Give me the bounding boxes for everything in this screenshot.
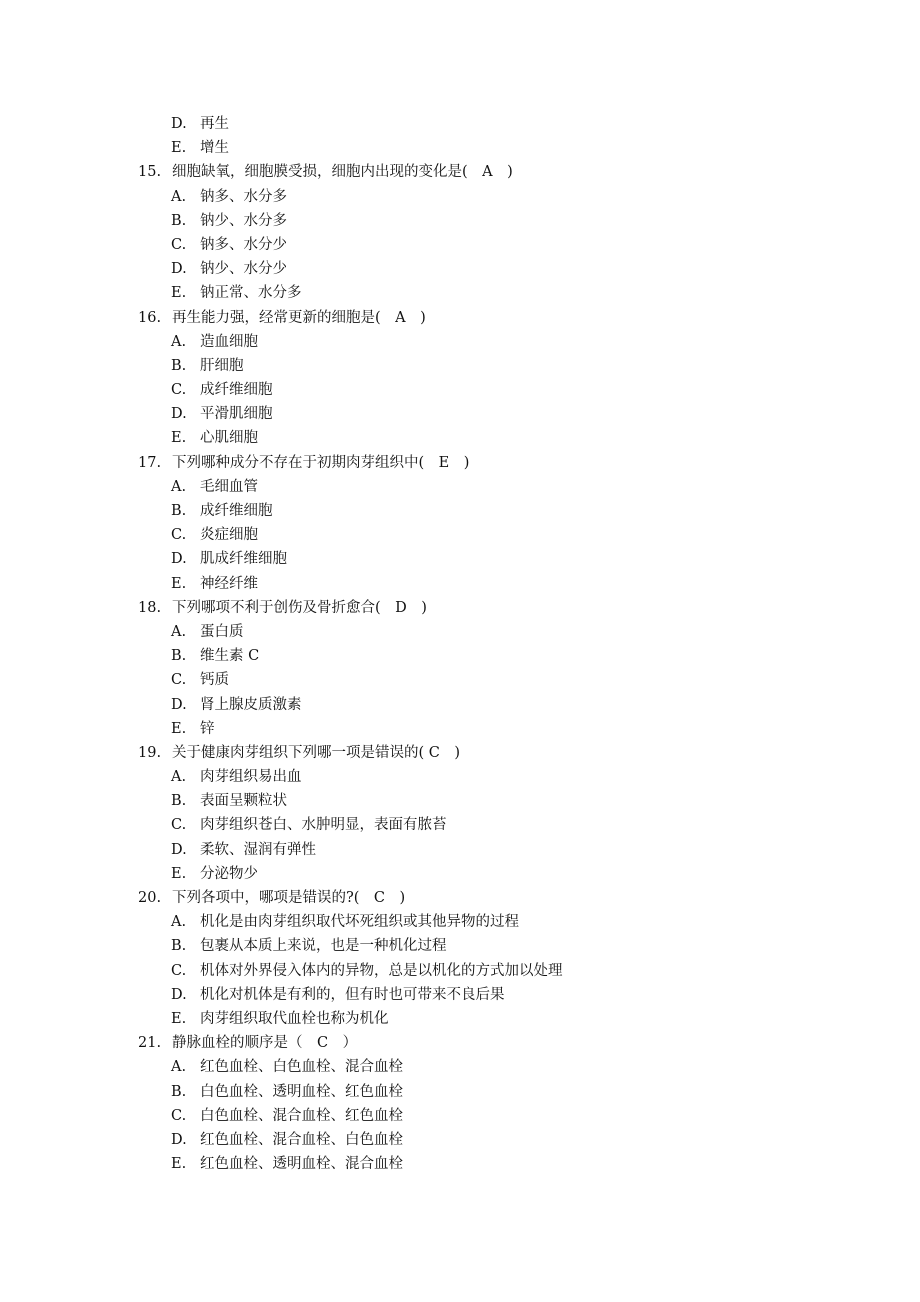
- option-line: [0, 499, 920, 523]
- option-letter: B.: [171, 648, 187, 665]
- question-text: 静脉血栓的顺序是（ C ）: [172, 1035, 358, 1052]
- question-line: [0, 886, 920, 910]
- option-line: [0, 547, 920, 571]
- option-line: [0, 1080, 920, 1104]
- option-line: [0, 983, 920, 1007]
- option-letter: C.: [171, 382, 187, 399]
- option-letter: D.: [171, 551, 187, 568]
- option-line: [0, 354, 920, 378]
- option-letter: D.: [171, 986, 187, 1003]
- option-line: [0, 668, 920, 692]
- option-letter: D.: [171, 261, 187, 278]
- option-letter: C.: [171, 236, 187, 253]
- option-line: [0, 862, 920, 886]
- option-letter: A.: [171, 769, 187, 786]
- option-letter: D.: [171, 116, 187, 132]
- option-letter: B.: [171, 357, 187, 374]
- option-letter: C.: [171, 527, 187, 544]
- option-text: 红色血栓、透明血栓、混合血栓: [200, 1156, 403, 1173]
- question-text: 关于健康肉芽组织下列哪一项是错误的( C ): [172, 744, 461, 761]
- option-letter: C.: [171, 1107, 187, 1124]
- option-text: 红色血栓、混合血栓、白色血栓: [200, 1131, 403, 1148]
- option-line: [0, 717, 920, 741]
- option-text: 肾上腺皮质激素: [200, 696, 302, 713]
- option-letter: E.: [171, 140, 187, 157]
- option-letter: E.: [171, 430, 187, 447]
- option-text: 成纤维细胞: [200, 503, 273, 519]
- question-line: [0, 596, 920, 620]
- option-text: 白色血栓、混合血栓、红色血栓: [200, 1107, 403, 1124]
- option-text: 维生素 C: [200, 648, 260, 665]
- option-text: 炎症细胞: [200, 527, 258, 544]
- question-line: [0, 160, 920, 184]
- option-line: [0, 112, 920, 136]
- option-line: [0, 402, 920, 426]
- question-line: [0, 306, 920, 330]
- option-line: [0, 1007, 920, 1031]
- option-text: 再生: [200, 116, 229, 132]
- option-letter: E.: [171, 865, 187, 882]
- question-number: 17.: [138, 454, 162, 471]
- option-line: [0, 620, 920, 644]
- option-text: 机化对机体是有利的，但有时也可带来不良后果: [200, 986, 505, 1003]
- option-letter: A.: [171, 188, 187, 205]
- option-letter: E.: [171, 1010, 187, 1027]
- option-line: [0, 185, 920, 209]
- question-text: 再生能力强，经常更新的细胞是( A ): [172, 309, 426, 326]
- question-line: [0, 741, 920, 765]
- option-text: 包裹从本质上来说，也是一种机化过程: [200, 938, 447, 955]
- option-text: 神经纤维: [200, 575, 258, 592]
- question-number: 20.: [138, 890, 162, 906]
- option-letter: E.: [171, 720, 187, 737]
- option-text: 钠少、水分多: [200, 212, 287, 229]
- option-text: 毛细血管: [200, 478, 258, 495]
- option-letter: C.: [171, 962, 187, 979]
- option-line: [0, 838, 920, 862]
- option-line: [0, 765, 920, 789]
- option-letter: D.: [171, 1131, 187, 1148]
- option-line: [0, 1152, 920, 1176]
- option-line: [0, 1128, 920, 1152]
- option-line: [0, 1055, 920, 1079]
- option-text: 平滑肌细胞: [200, 406, 273, 423]
- option-text: 增生: [200, 140, 229, 157]
- option-letter: E.: [171, 285, 187, 302]
- option-letter: B.: [171, 212, 187, 229]
- option-line: [0, 789, 920, 813]
- option-letter: A.: [171, 1059, 187, 1076]
- option-text: 表面呈颗粒状: [200, 793, 287, 810]
- option-line: [0, 813, 920, 837]
- option-line: [0, 330, 920, 354]
- option-text: 钠少、水分少: [200, 261, 287, 278]
- option-letter: E.: [171, 575, 187, 592]
- option-letter: C.: [171, 672, 187, 689]
- option-text: 柔软、湿润有弹性: [200, 841, 316, 858]
- option-text: 白色血栓、透明血栓、红色血栓: [200, 1083, 403, 1100]
- question-text: 细胞缺氧，细胞膜受损，细胞内出现的变化是( A ): [172, 164, 513, 181]
- option-line: [0, 1104, 920, 1128]
- question-line: [0, 1031, 920, 1055]
- option-line: [0, 572, 920, 596]
- option-letter: B.: [171, 1083, 187, 1100]
- option-letter: D.: [171, 696, 187, 713]
- option-text: 肉芽组织苍白、水肿明显，表面有脓苔: [200, 817, 447, 834]
- option-line: [0, 233, 920, 257]
- option-letter: A.: [171, 333, 187, 350]
- option-letter: A.: [171, 478, 187, 495]
- option-line: [0, 257, 920, 281]
- option-text: 机化是由肉芽组织取代坏死组织或其他异物的过程: [200, 914, 519, 931]
- question-number: 21.: [138, 1035, 162, 1052]
- question-number: 15.: [138, 164, 162, 181]
- question-number: 18.: [138, 599, 162, 616]
- option-text: 成纤维细胞: [200, 382, 273, 399]
- option-line: [0, 281, 920, 305]
- question-line: [0, 451, 920, 475]
- option-letter: A.: [171, 914, 187, 931]
- option-text: 钠正常、水分多: [200, 285, 302, 302]
- option-text: 蛋白质: [200, 623, 244, 640]
- option-line: [0, 209, 920, 233]
- question-number: 16.: [138, 309, 162, 326]
- option-line: [0, 959, 920, 983]
- option-letter: A.: [171, 623, 187, 640]
- option-line: [0, 523, 920, 547]
- option-line: [0, 934, 920, 958]
- question-number: 19.: [138, 744, 162, 761]
- option-text: 红色血栓、白色血栓、混合血栓: [200, 1059, 403, 1076]
- option-letter: B.: [171, 503, 187, 519]
- option-text: 肌成纤维细胞: [200, 551, 287, 568]
- question-text: 下列各项中，哪项是错误的?( C ): [172, 890, 406, 906]
- document-page: [0, 112, 920, 1176]
- option-text: 钠多、水分多: [200, 188, 287, 205]
- question-text: 下列哪项不利于创伤及骨折愈合( D ): [172, 599, 427, 616]
- option-text: 分泌物少: [200, 865, 258, 882]
- option-letter: B.: [171, 938, 187, 955]
- option-line: [0, 475, 920, 499]
- option-letter: C.: [171, 817, 187, 834]
- option-text: 心肌细胞: [200, 430, 258, 447]
- option-text: 造血细胞: [200, 333, 258, 350]
- option-text: 钠多、水分少: [200, 236, 287, 253]
- option-text: 肝细胞: [200, 357, 244, 374]
- option-text: 机体对外界侵入体内的异物，总是以机化的方式加以处理: [200, 962, 563, 979]
- option-text: 锌: [200, 720, 215, 737]
- option-line: [0, 644, 920, 668]
- option-text: 钙质: [200, 672, 229, 689]
- option-letter: D.: [171, 841, 187, 858]
- option-line: [0, 693, 920, 717]
- option-letter: D.: [171, 406, 187, 423]
- option-line: [0, 136, 920, 160]
- option-letter: B.: [171, 793, 187, 810]
- option-text: 肉芽组织取代血栓也称为机化: [200, 1010, 389, 1027]
- option-line: [0, 378, 920, 402]
- option-line: [0, 910, 920, 934]
- option-letter: E.: [171, 1156, 187, 1173]
- option-line: [0, 426, 920, 450]
- question-text: 下列哪种成分不存在于初期肉芽组织中( E ): [172, 454, 470, 471]
- option-text: 肉芽组织易出血: [200, 769, 302, 786]
